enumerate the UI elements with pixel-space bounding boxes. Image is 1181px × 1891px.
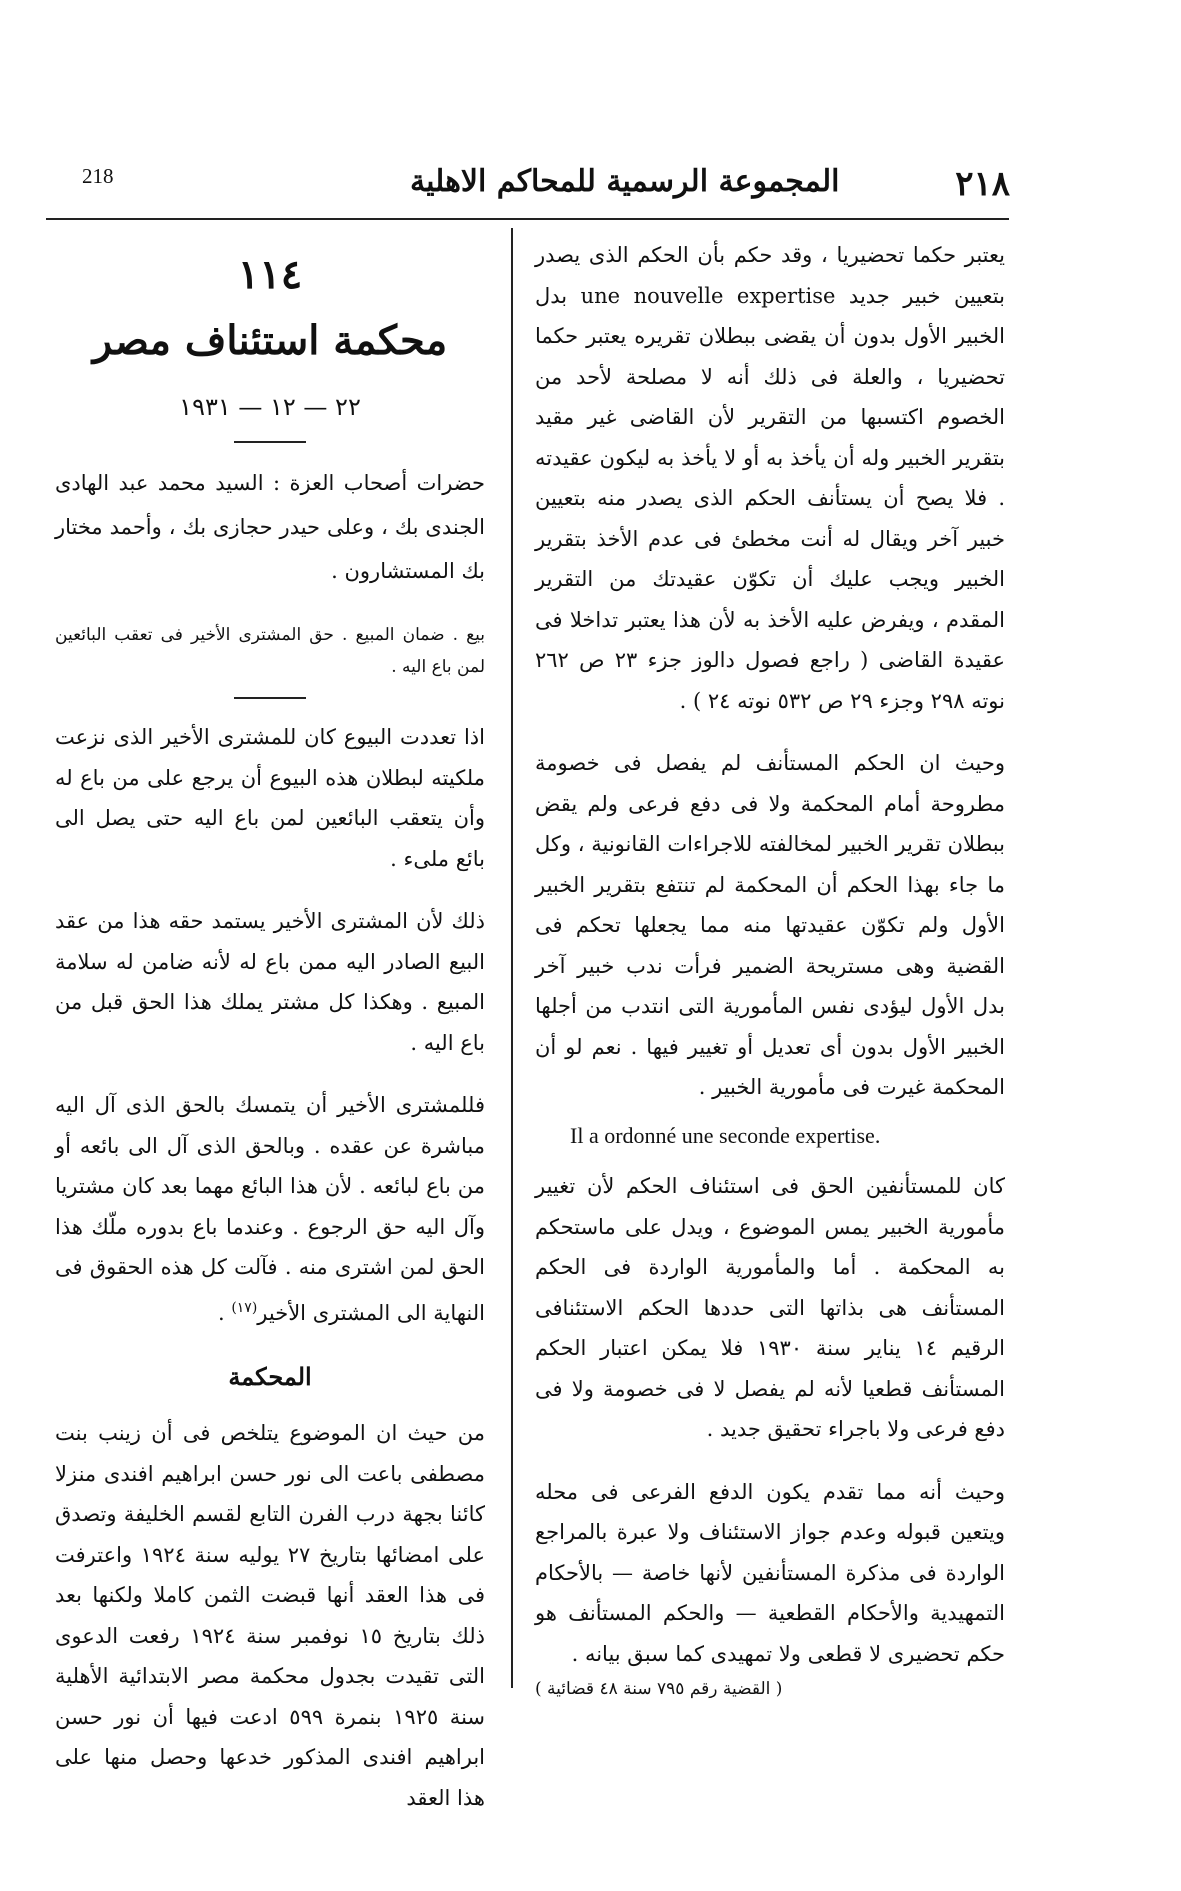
judgment-body: من حيث ان الموضوع يتلخص فى أن زينب بنت مصطفى باعت الى نور حسن ابراهيم افندى منزلا كائنا بجهة درب الفرن التابع لقسم الخليفة وتصدق على امضائها بتاريخ ٢٧ يوليه سنة ١٩٢٤ واعترفت فى هذا العقد أنها قبضت الثمن كاملا ولكنها بعد ذلك بتاريخ ١٥ نوفمبر سنة ١٩٢٤ رفعت الدعوى التى تقيدت بجدول محكمة مصر الابتدائية الأهلية سنة ١٩٢٥ بنمرة ٥٩٩ ادعت فيها أن نور حسن ابراهيم افندى المذكور خدعها وحصل منها على هذا العقد xyxy=(55,1421,486,1810)
principle-1: اذا تعددت البيوع كان للمشترى الأخير الذى نزعت ملكيته لبطلان هذه البيوع أن يرجع على من باع له وأن يتعقب البائعين لمن باع اليه حتى يصل الى بائع ملىء . xyxy=(55,725,485,871)
principle-3-text: فللمشترى الأخير أن يتمسك بالحق الذى آل اليه مباشرة عن عقده . وبالحق الذى آل الى بائعه أو من باع لبائعه . لأن هذا البائع مهما بعد كان مشتريا وآل اليه حق الرجوع . وعندما باع بدوره ملّك هذا الحق لمن اشترى منه . فآلت كل هذه الحقوق فى النهاية الى المشترى الأخير xyxy=(55,1093,485,1325)
running-title: المجموعة الرسمية للمحاكم الاهلية xyxy=(410,164,840,199)
principle-3-end: . xyxy=(217,1300,232,1325)
separator-rule xyxy=(234,697,306,699)
judges-list: حضرات أصحاب العزة : السيد محمد عبد الهادى الجندى بك ، وعلى حيدر حجازى بك ، وأحمد مختار بك المستشارون . xyxy=(55,471,485,583)
paragraph-appealed-judgment: وحيث ان الحكم المستأنف لم يفصل فى خصومة مطروحة أمام المحكمة ولا فى دفع فرعى ولم يقض ببطلان تقرير الخبير لمخالفته للاجراءات القانونية ، وكل ما جاء بهذا الحكم أن المحكمة لم تنتفع بتقرير الخبير الأول ولم تكوّن عقيدتها منه مما يجعلها تحكم فى القضية وهى مستريحة الضمير فرأت ندب خبير آخر بدل الأول ليؤدى نفس المأمورية التى انتدب من أجلها الخبير الأول بدون أى تعديل أو تغيير فيها . نعم لو أن المحكمة غيرت فى مأمورية الخبير . xyxy=(535,751,1005,1099)
court-name: محكمة استئناف مصر xyxy=(92,317,448,364)
page-number-latin: 218 xyxy=(82,164,114,188)
section-heading-court: المحكمة xyxy=(228,1362,312,1391)
case-reference: ( القضية رقم ٧٩٥ سنة ٤٨ قضائية ) xyxy=(535,1679,783,1699)
page-number-arabic: ٢١٨ xyxy=(955,164,1010,204)
judgment-date: ٢٢ — ١٢ — ١٩٣١ xyxy=(179,393,361,421)
paragraph-expertise-ruling: يعتبر حكما تحضيريا ، وقد حكم بأن الحكم الذى يصدر بتعيين خبير جديد une nouvelle expertise بدل الخبير الأول بدون أن يقضى ببطلان تقريره يعتبر حكما تحضيريا ، والعلة فى ذلك أنه لا مصلحة لأحد من الخصوم اكتسبها من التقرير لأن القاضى غير مقيد بتقرير الخبير وله أن يأخذ به أو لا يأخذ به ليكون عقيدته . فلا يصح أن يستأنف الحكم الذى يصدر منه بتعيين خبير آخر ويقال له أنت مخطئ فى عدم الأخذ بتقرير الخبير ويجب عليك أن تكوّن عقيدتك من التقرير المقدم ، ويفرض عليه الأخذ به لأن هذا يعتبر تداخلا فى عقيدة القاضى ( راجع فصول دالوز جزء ٢٣ ص ٢٦٢ نوته ٢٩٨ وجزء ٢٩ ص ٥٣٢ نوته ٢٤ ) . xyxy=(535,243,1005,713)
paragraph-appeal-right: كان للمستأنفين الحق فى استئناف الحكم لأن تغيير مأمورية الخبير يمس الموضوع ، ويدل على ماستحكم به المحكمة . أما والمأمورية الواردة فى الحكم المستأنف هى بذاتها التى حددها الحكم الاستئنافى الرقيم ١٤ يناير سنة ١٩٣٠ فلا يمكن اعتبار الحكم المستأنف قطعيا لأنه لم يفصل لا فى خصومة ولا فى دفع فرعى ولا باجراء تحقيق جديد . xyxy=(535,1174,1005,1441)
paragraph-conclusion: وحيث أنه مما تقدم يكون الدفع الفرعى فى محله ويتعين قبوله وعدم جواز الاستئناف ولا عبرة بالمراجع الواردة فى مذكرة المستأنفين لأنها خاصة — بالأحكام التمهيدية والأحكام القطعية — والحكم المستأنف هو حكم تحضيرى لا قطعى ولا تمهيدى كما سبق بيانه . xyxy=(535,1479,1005,1666)
left-column xyxy=(55,245,485,1818)
principle-3 xyxy=(55,1085,485,1333)
column-divider xyxy=(511,228,513,1688)
case-number: ١١٤ xyxy=(237,251,303,298)
separator-rule xyxy=(234,441,306,443)
judges-block xyxy=(55,461,485,593)
footnote-marker: (١٧) xyxy=(231,1299,258,1316)
keywords: بيع . ضمان المبيع . حق المشترى الأخير فى تعقب البائعين لمن باع اليه . xyxy=(55,625,485,677)
french-quote: Il a ordonné une seconde expertise. xyxy=(570,1122,881,1148)
page-header xyxy=(40,160,1010,220)
right-column xyxy=(535,235,1005,1704)
header-rule xyxy=(46,218,1009,220)
principle-2: ذلك لأن المشترى الأخير يستمد حقه هذا من عقد البيع الصادر اليه ممن باع له لأنه ضامن له سلامة المبيع . وهكذا كل مشتر يملك هذا الحق قبل من باع اليه . xyxy=(55,909,485,1055)
